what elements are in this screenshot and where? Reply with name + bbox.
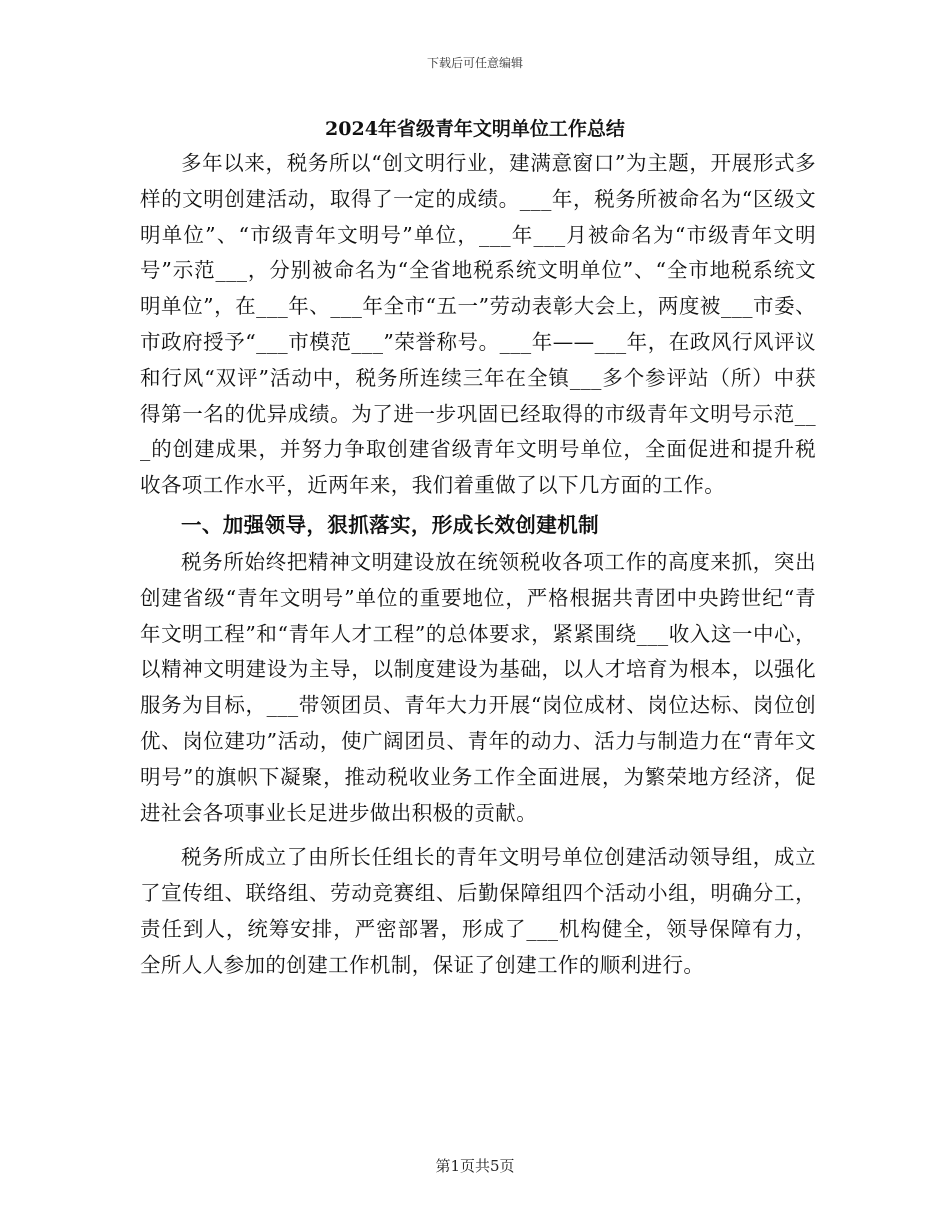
body-paragraph: 税务所成立了由所长任组长的青年文明号单位创建活动领导组，成立了宣传组、联络组、劳动竞赛组、后勤保障组四个活动小组，明确分工，责任到人，统筹安排，严密部署，形成了___机构健全，领导保障有力，全所人人参加的创建工作机制，保证了创建工作的顺利进行。	[140, 845, 816, 977]
header-note: 下载后可任意编辑	[426, 56, 523, 70]
body-paragraph: 税务所始终把精神文明建设放在统领税收各项工作的高度来抓，突出创建省级“青年文明号”单位的重要地位，严格根据共青团中央跨世纪“青年文明工程”和“青年人才工程”的总体要求，紧紧围绕___收入这一中心，以精神文明建设为主导，以制度建设为基础，以人才培育为根本，以强化服务为目标，___带领团员、青年大力开展“岗位成材、岗位达标、岗位创优、岗位建功”活动，使广阔团员、青年的动力、活力与制造力在“青年文明号”的旗帜下凝聚，推动税收业务工作全面进展，为繁荣地方经济，促进社会各项事业长足进步做出积极的贡献。	[140, 549, 816, 825]
section-heading: 一、加强领导，狠抓落实，形成长效创建机制	[181, 512, 599, 537]
page-number: 第1页共5页	[435, 1157, 515, 1175]
document-title: 2024年省级青年文明单位工作总结	[325, 118, 625, 140]
document-body	[140, 146, 816, 984]
intro-paragraph: 多年以来，税务所以“创文明行业，建满意窗口”为主题，开展形式多样的文明创建活动，取得了一定的成绩。___年，税务所被命名为“区级文明单位”、“市级青年文明号”单位，___年___月被命名为“市级青年文明号”示范___，分别被命名为“全省地税系统文明单位”、“全市地税系统文明单位”，在___年、___年全市“五一”劳动表彰大会上，两度被___市委、市政府授予“___市模范___”荣誉称号。___年——___年，在政风行风评议和行风“双评”活动中，税务所连续三年在全镇___多个参评站（所）中获得第一名的优异成绩。为了进一步巩固已经取得的市级青年文明号示范___的创建成果，并努力争取创建省级青年文明号单位，全面促进和提升税收各项工作水平，近两年来，我们着重做了以下几方面的工作。	[140, 151, 816, 498]
